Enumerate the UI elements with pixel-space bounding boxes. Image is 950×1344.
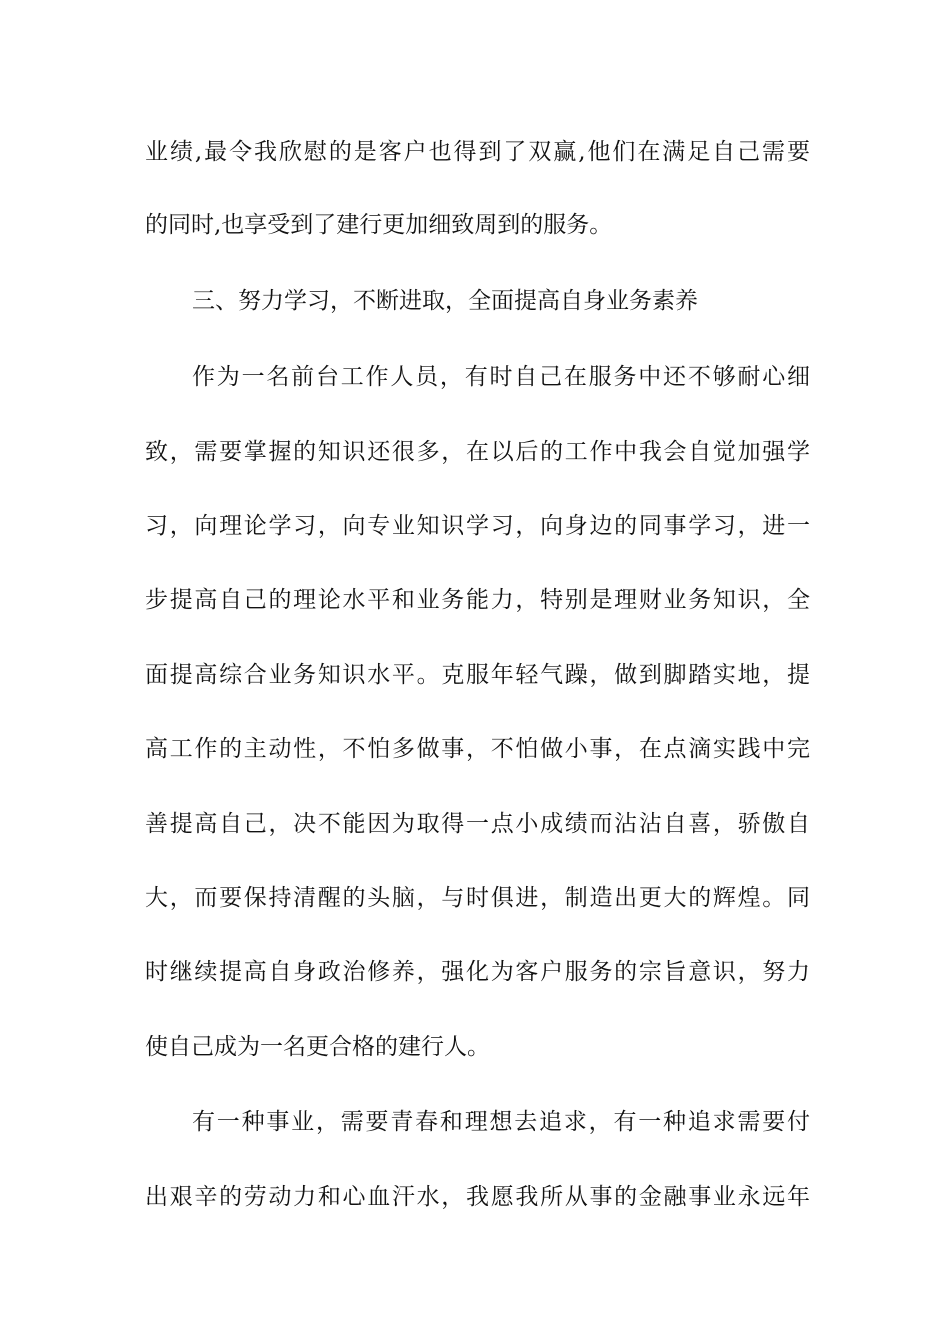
text-line: 业绩,最令我欣慰的是客户也得到了双赢,他们在满足自己需要 [145,139,810,165]
text-line: 大，而要保持清醒的头脑，与时俱进，制造出更大的辉煌。同 [145,885,810,911]
text-line: 出艰辛的劳动力和心血汗水，我愿我所从事的金融事业永远年 [145,1184,810,1210]
text-line: 使自己成为一名更合格的建行人。 [145,1034,490,1060]
text-line: 的同时,也享受到了建行更加细致周到的服务。 [145,212,613,238]
text-line: 致，需要掌握的知识还很多，在以后的工作中我会自觉加强学 [145,439,810,465]
text-line: 作为一名前台工作人员，有时自己在服务中还不够耐心细 [192,364,810,390]
section-heading: 三、努力学习，不断进取，全面提高自身业务素养 [192,288,698,314]
text-line: 习，向理论学习，向专业知识学习，向身边的同事学习，进一 [145,513,810,539]
text-line: 高工作的主动性，不怕多做事，不怕做小事，在点滴实践中完 [145,736,810,762]
text-line: 步提高自己的理论水平和业务能力，特别是理财业务知识，全 [145,587,810,613]
text-line: 善提高自己，决不能因为取得一点小成绩而沾沾自喜，骄傲自 [145,811,810,837]
text-line: 时继续提高自身政治修养，强化为客户服务的宗旨意识，努力 [145,959,810,985]
text-line: 面提高综合业务知识水平。克服年轻气躁，做到脚踏实地，提 [145,662,810,688]
text-line: 有一种事业，需要青春和理想去追求，有一种追求需要付 [192,1109,810,1135]
